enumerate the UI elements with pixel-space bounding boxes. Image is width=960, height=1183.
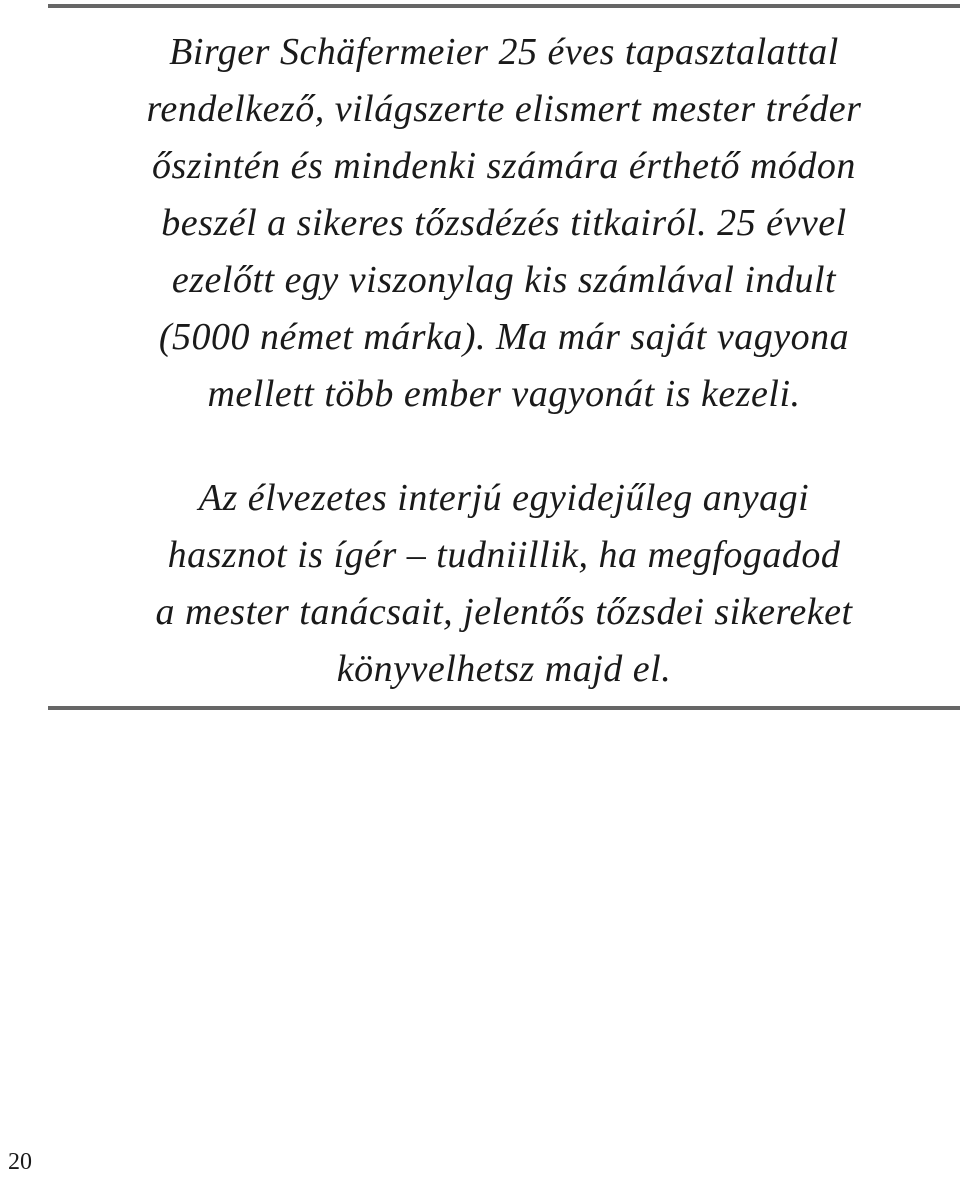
text-line: mellett több ember vagyonát is kezeli. xyxy=(207,373,801,415)
intro-paragraph xyxy=(48,24,960,423)
text-line: rendelkező, világszerte elismert mester tréder xyxy=(146,88,862,130)
text-line: Az élvezetes interjú egyidejűleg anyagi xyxy=(198,477,810,519)
text-line: Birger Schäfermeier 25 éves tapasztalattal xyxy=(169,31,839,73)
bottom-rule xyxy=(48,706,960,710)
benefit-paragraph xyxy=(48,470,960,698)
top-rule xyxy=(48,4,960,8)
text-line: (5000 német márka). Ma már saját vagyona xyxy=(158,316,850,358)
text-line: a mester tanácsait, jelentős tőzsdei sikereket xyxy=(155,591,853,633)
text-line: könyvelhetsz majd el. xyxy=(336,648,672,690)
text-line: hasznot is ígér – tudniillik, ha megfogadod xyxy=(167,534,841,576)
text-line: beszél a sikeres tőzsdézés titkairól. 25 évvel xyxy=(161,202,847,244)
text-line: ezelőtt egy viszonylag kis számlával indult xyxy=(171,259,837,301)
text-line: őszintén és mindenki számára érthető módon xyxy=(152,145,856,187)
page-number: 20 xyxy=(8,1149,32,1175)
